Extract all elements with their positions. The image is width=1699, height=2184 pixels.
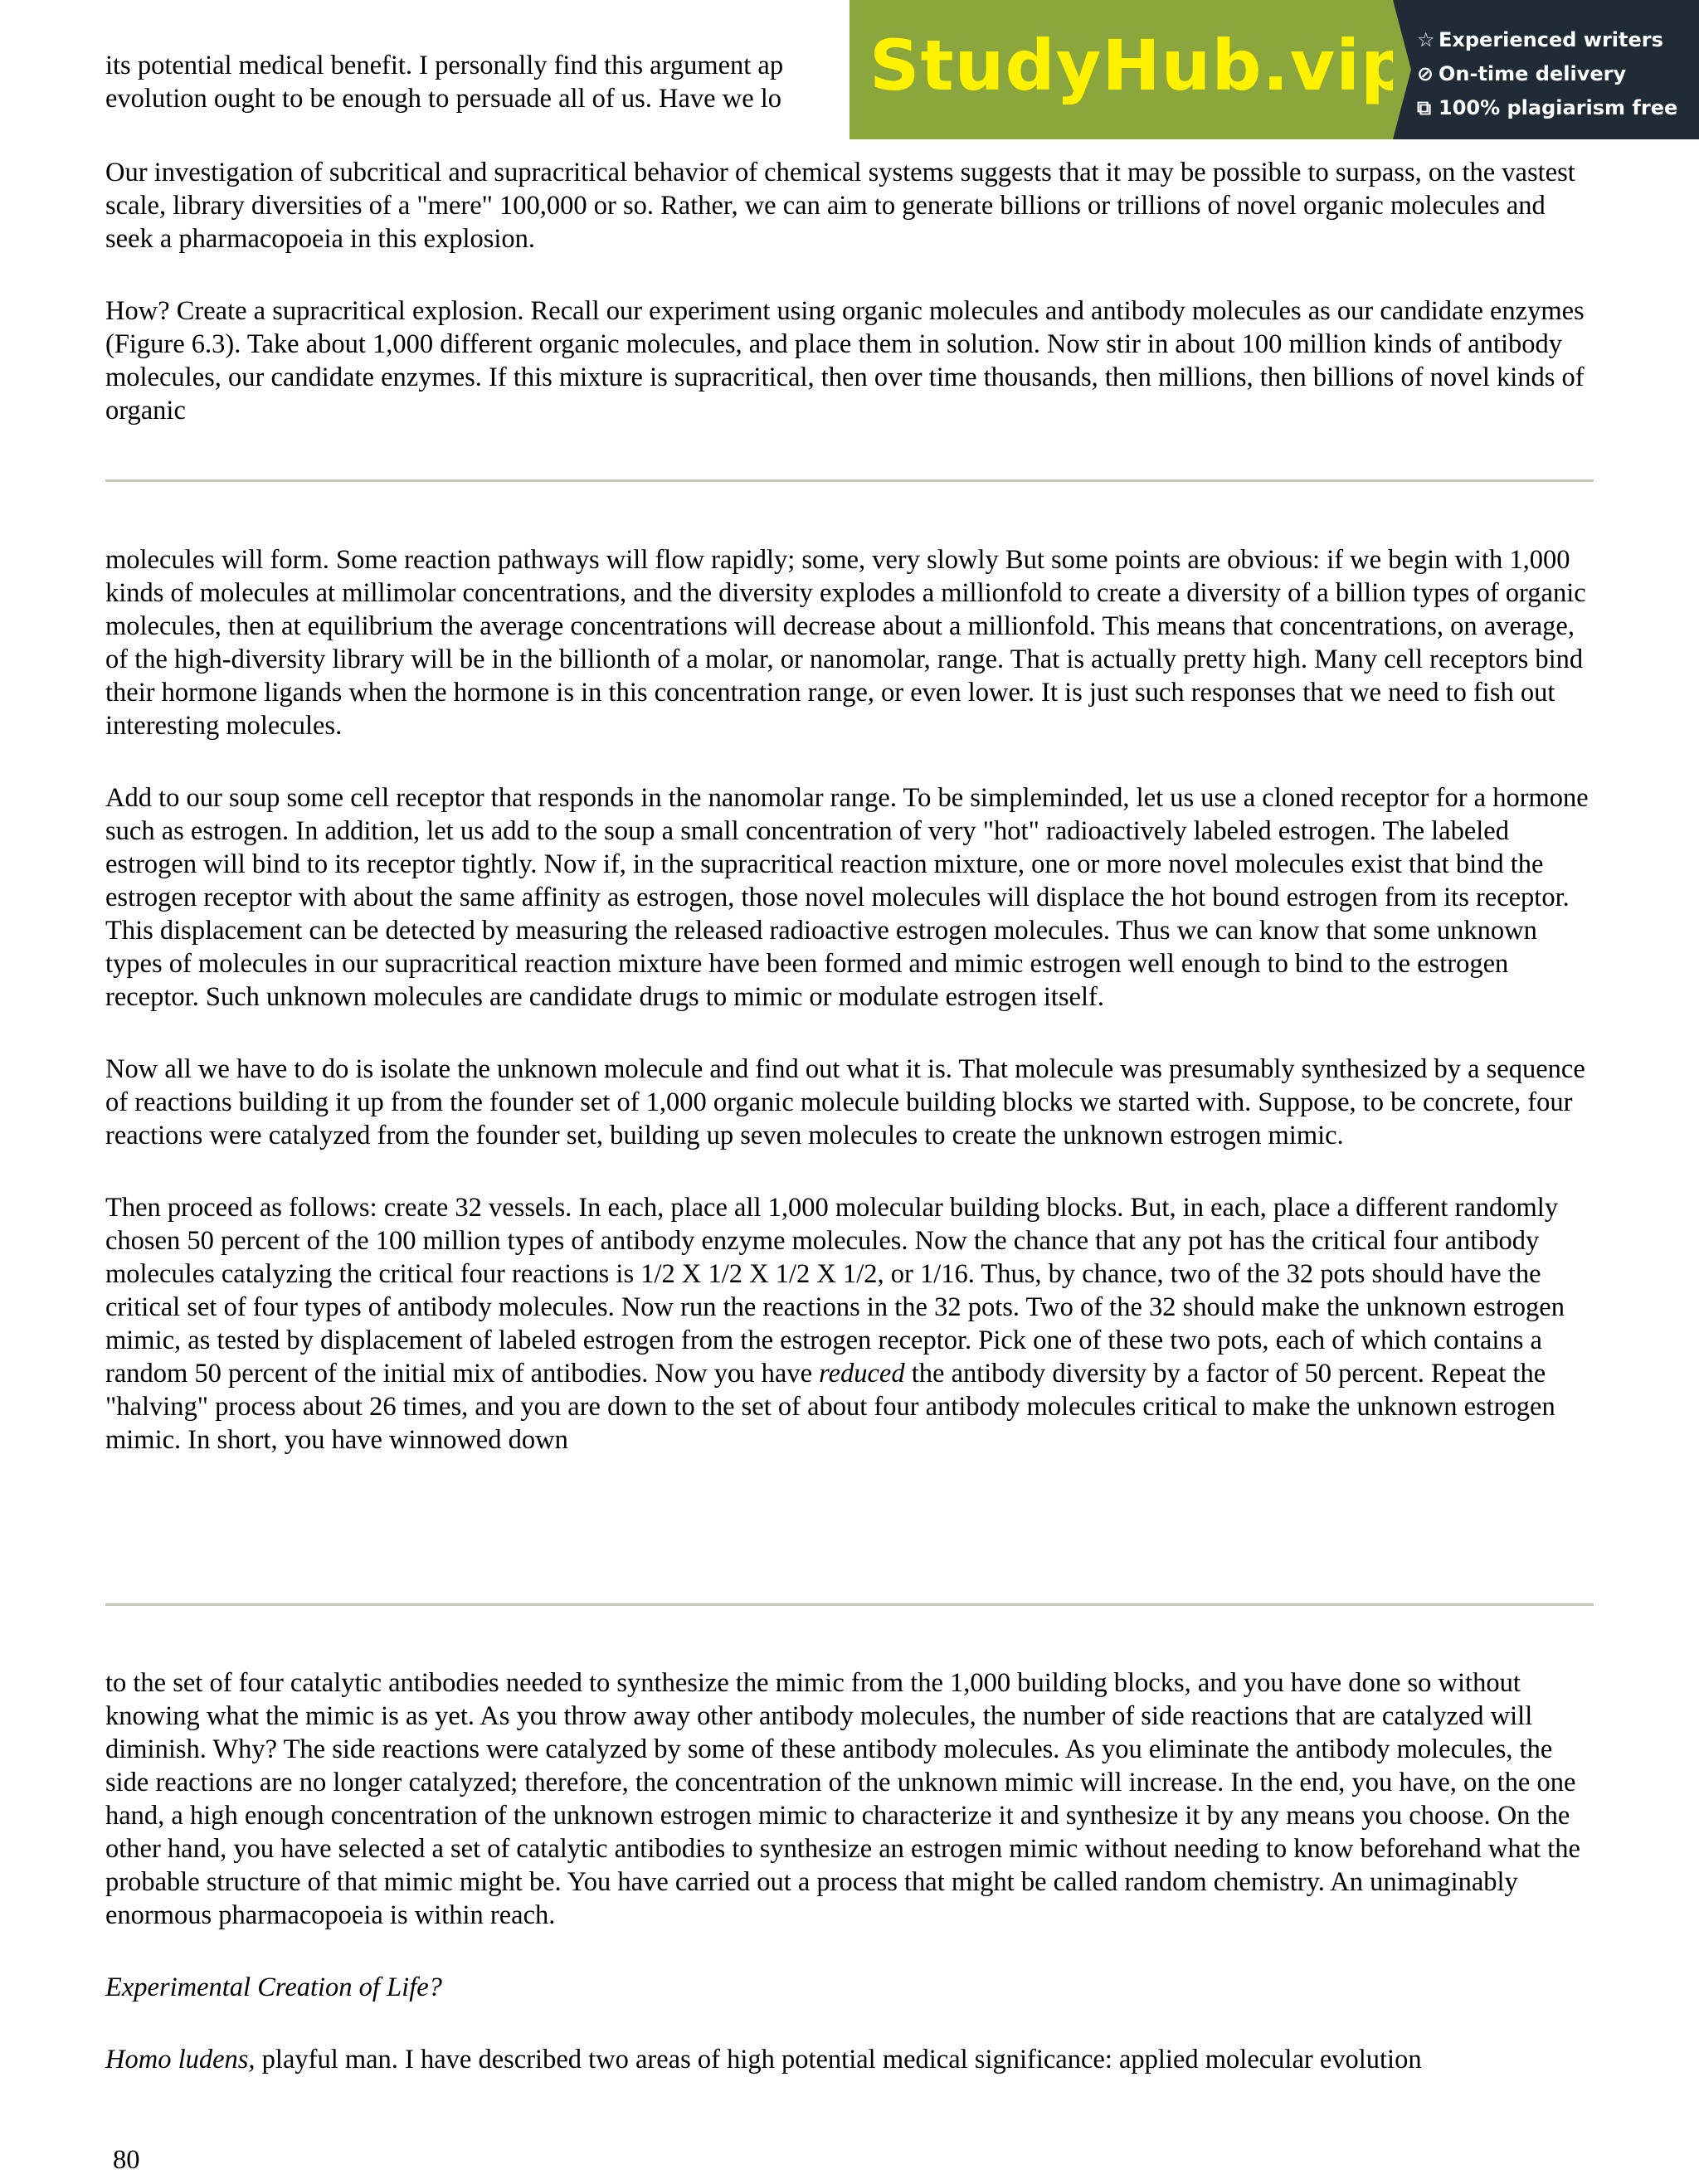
clock-icon: ⊘ [1417, 62, 1434, 85]
ad-arrow-shape [1393, 0, 1411, 139]
top-paragraph-line1: its potential medical benefit. I personally find this argument ap [105, 51, 784, 80]
ad-logo-panel[interactable] [850, 0, 1412, 139]
ad-feature-text: Experienced writers [1439, 28, 1663, 51]
paragraph: Our investigation of subcritical and supracritical behavior of chemical systems suggests that it may be possible to surpass, on the vastest scale, library diversities of a "mere" 100,000 or so. Rather, we can aim to generate billions or trillions of novel organic molecules and seek a pharmacopoeia in this explosion. [105, 158, 1575, 254]
section-two [105, 543, 1594, 1457]
page-break-divider [105, 1603, 1594, 1606]
section-one [105, 156, 1594, 427]
ad-feature-text: On-time delivery [1439, 62, 1627, 85]
copy-icon: ⧉ [1417, 96, 1432, 119]
paragraph-text: Then proceed as follows: create 32 vessels. In each, place all 1,000 molecular building blocks. But, in each, place a different randomly chosen 50 percent of the 100 million types of antibody enzyme molecules. Now the chance that any pot has the critical four antibody molecules catalyzing the critical four reactions is 1/2 X 1/2 X 1/2 X 1/2, or 1/16. Thus, by chance, two of the 32 pots should have the critical set of four types of antibody molecules. Now run the reactions in the 32 pots. Two of the 32 should make the unknown estrogen mimic, as tested by displacement of labeled estrogen from the estrogen receptor. Pick one of these two pots, each of which contains a random 50 percent of the initial mix of antibodies. Now you have [105, 1193, 1565, 1389]
paragraph: to the set of four catalytic antibodies needed to synthesize the mimic from the 1,000 building blocks, and you have done so without knowing what the mimic is as yet. As you throw away other antibody molecules, the number of side reactions that are catalyzed will diminish. Why? The side reactions were catalyzed by some of these antibody molecules. As you eliminate the antibody molecules, the side reactions are no longer catalyzed; therefore, the concentration of the unknown mimic will increase. In the end, you have, on the one hand, a high enough concentration of the unknown estrogen mimic to characterize it and synthesize it by any means you choose. On the other hand, you have selected a set of catalytic antibodies to synthesize an estrogen mimic without needing to know beforehand what the probable structure of that mimic might be. You have carried out a process that might be called random chemistry. An unimaginably enormous pharmacopoeia is within reach. [105, 1668, 1580, 1930]
section-heading [105, 1971, 1594, 2004]
paragraph: How? Create a supracritical explosion. Recall our experiment using organic molecules and antibody molecules as our candidate enzymes (Figure 6.3). Take about 1,000 different organic molecules, and place them in solution. Now stir in about 100 million kinds of antibody molecules, our candidate enzymes. If this mixture is supracritical, then over time thousands, then millions, then billions of novel kinds of organic [105, 296, 1585, 426]
paragraph: Add to our soup some cell receptor that responds in the nanomolar range. To be simpleminded, let us use a cloned receptor for a hormone such as estrogen. In addition, let us add to the soup a small concentration of very "hot" radioactively labeled estrogen. The labeled estrogen will bind to its receptor tightly. Now if, in the supracritical reaction mixture, one or more novel molecules exist that bind the estrogen receptor with about the same affinity as estrogen, those novel molecules will displace the hot bound estrogen from its receptor. This displacement can be detected by measuring the released radioactive estrogen molecules. Thus we can know that some unknown types of molecules in our supracritical reaction mixture have been formed and mimic estrogen well enough to bind to the estrogen receptor. Such unknown molecules are candidate drugs to mimic or modulate estrogen itself. [105, 783, 1589, 1012]
ad-feature-text: 100% plagiarism free [1439, 96, 1678, 119]
page-number: 80 [113, 2145, 140, 2175]
ad-feature-item [1417, 91, 1677, 125]
paragraph [105, 2043, 1594, 2076]
heading-text: Experimental Creation of Life? [105, 1972, 442, 2002]
ad-feature-item [1417, 57, 1677, 91]
paragraph [105, 1191, 1594, 1457]
emphasis-text: Homo ludens, [105, 2045, 256, 2075]
paragraph-text: the antibody diversity by a factor of 50 percent. Repeat the "halving" process about 26 times, and you are down to the set of about four antibody molecules critical to make the unknown estrogen mimic. In short, you have winnowed down [105, 1359, 1555, 1455]
ad-feature-item [1417, 23, 1677, 57]
top-paragraph-line2: evolution ought to be enough to persuade all of us. Have we lo [105, 84, 782, 114]
paragraph-text: playful man. I have described two areas of high potential medical significance: applied molecular evolution [255, 2045, 1422, 2075]
paragraph: molecules will form. Some reaction pathways will flow rapidly; some, very slowly But some points are obvious: if we begin with 1,000 kinds of molecules at millimolar concentrations, and the diversity explodes a millionfold to create a diversity of a billion types of organic molecules, then at equilibrium the average concentrations will decrease about a millionfold. This means that concentrations, on average, of the high-diversity library will be in the billionth of a molar, or nanomolar, range. That is actually pretty high. Many cell receptors bind their hormone ligands when the hormone is in this concentration range, or even lower. It is just such responses that we need to fish out interesting molecules. [105, 545, 1586, 741]
star-icon: ☆ [1417, 28, 1435, 51]
emphasis-text: reduced [819, 1359, 905, 1389]
page-break-divider [105, 479, 1594, 482]
section-three [105, 1666, 1594, 2076]
paragraph: Now all we have to do is isolate the unknown molecule and find out what it is. That molecule was presumably synthesized by a sequence of reactions building it up from the founder set of 1,000 organic molecule building blocks we started with. Suppose, to be concrete, four reactions were catalyzed from the founder set, building up seven molecules to create the unknown estrogen mimic. [105, 1054, 1585, 1150]
studyhub-logo[interactable]: StudyHub.vip [869, 25, 1412, 106]
studyhub-ad-banner[interactable] [850, 0, 1699, 139]
ad-feature-list [1417, 23, 1677, 125]
top-paragraph [105, 49, 935, 115]
